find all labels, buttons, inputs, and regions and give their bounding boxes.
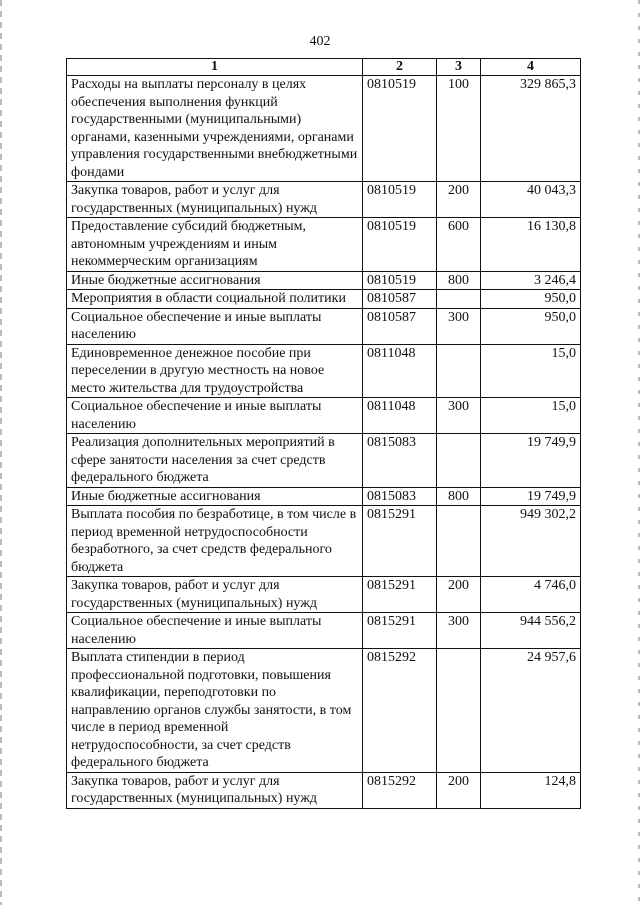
row-type: 300 [437, 613, 481, 649]
table-row [67, 649, 581, 773]
table-row [67, 577, 581, 613]
header-row [67, 59, 581, 76]
row-name: Социальное обеспечение и иные выплаты населению [67, 613, 363, 649]
row-name: Расходы на выплаты персоналу в целях обеспечения выполнения функций государственными (муниципальными) органами, казенными учреждениями, органами управления государственными внебюджетными фондами [67, 76, 363, 182]
row-name: Мероприятия в области социальной политики [67, 290, 363, 309]
row-name: Единовременное денежное пособие при переселении в другую местность на новое место жительства для трудоустройства [67, 344, 363, 398]
row-amount: 15,0 [481, 398, 581, 434]
row-name: Выплата стипендии в период профессиональной подготовки, повышения квалификации, переподготовки по направлению органов службы занятости, в том числе в период временной нетрудоспособности, за счет средств федерального бюджета [67, 649, 363, 773]
row-name: Закупка товаров, работ и услуг для государственных (муниципальных) нужд [67, 182, 363, 218]
header-col-3: 3 [437, 59, 481, 76]
row-code: 0811048 [363, 398, 437, 434]
row-type: 100 [437, 76, 481, 182]
table-row [67, 76, 581, 182]
row-amount: 944 556,2 [481, 613, 581, 649]
row-code: 0815083 [363, 434, 437, 488]
table-row [67, 182, 581, 218]
table-row [67, 398, 581, 434]
row-name: Закупка товаров, работ и услуг для государственных (муниципальных) нужд [67, 577, 363, 613]
table-row [67, 434, 581, 488]
row-name: Реализация дополнительных мероприятий в сфере занятости населения за счет средств федерального бюджета [67, 434, 363, 488]
row-amount: 40 043,3 [481, 182, 581, 218]
row-code: 0810519 [363, 271, 437, 290]
row-code: 0815083 [363, 487, 437, 506]
table-row [67, 308, 581, 344]
table-row [67, 506, 581, 577]
table-row [67, 344, 581, 398]
row-code: 0810519 [363, 218, 437, 272]
row-name: Социальное обеспечение и иные выплаты населению [67, 308, 363, 344]
row-type [437, 649, 481, 773]
header-col-2: 2 [363, 59, 437, 76]
header-col-1: 1 [67, 59, 363, 76]
table-row [67, 772, 581, 808]
row-amount: 16 130,8 [481, 218, 581, 272]
row-type [437, 290, 481, 309]
row-amount: 19 749,9 [481, 487, 581, 506]
table-row [67, 487, 581, 506]
row-amount: 19 749,9 [481, 434, 581, 488]
row-amount: 329 865,3 [481, 76, 581, 182]
row-code: 0811048 [363, 344, 437, 398]
row-name: Закупка товаров, работ и услуг для государственных (муниципальных) нужд [67, 772, 363, 808]
budget-table [66, 58, 581, 809]
row-type: 800 [437, 487, 481, 506]
row-code: 0815291 [363, 577, 437, 613]
header-col-4: 4 [481, 59, 581, 76]
row-type [437, 506, 481, 577]
scan-edge-left [0, 0, 2, 905]
row-amount: 24 957,6 [481, 649, 581, 773]
row-code: 0810587 [363, 308, 437, 344]
table-row [67, 271, 581, 290]
row-code: 0810587 [363, 290, 437, 309]
row-amount: 15,0 [481, 344, 581, 398]
row-code: 0815292 [363, 649, 437, 773]
row-type: 300 [437, 398, 481, 434]
table-row [67, 613, 581, 649]
page-number: 402 [309, 34, 331, 49]
row-code: 0810519 [363, 76, 437, 182]
row-amount: 3 246,4 [481, 271, 581, 290]
row-code: 0815291 [363, 506, 437, 577]
row-name: Иные бюджетные ассигнования [67, 487, 363, 506]
row-type: 200 [437, 577, 481, 613]
row-name: Социальное обеспечение и иные выплаты населению [67, 398, 363, 434]
row-code: 0815292 [363, 772, 437, 808]
row-type: 200 [437, 772, 481, 808]
row-amount: 949 302,2 [481, 506, 581, 577]
row-type [437, 434, 481, 488]
row-type: 300 [437, 308, 481, 344]
table-row [67, 218, 581, 272]
row-amount: 950,0 [481, 290, 581, 309]
row-name: Предоставление субсидий бюджетным, автономным учреждениям и иным некоммерческим организациям [67, 218, 363, 272]
row-amount: 124,8 [481, 772, 581, 808]
table-row [67, 290, 581, 309]
row-name: Иные бюджетные ассигнования [67, 271, 363, 290]
row-code: 0815291 [363, 613, 437, 649]
row-code: 0810519 [363, 182, 437, 218]
row-amount: 950,0 [481, 308, 581, 344]
row-name: Выплата пособия по безработице, в том числе в период временной нетрудоспособности безработного, за счет средств федерального бюджета [67, 506, 363, 577]
row-type [437, 344, 481, 398]
row-type: 200 [437, 182, 481, 218]
row-amount: 4 746,0 [481, 577, 581, 613]
row-type: 600 [437, 218, 481, 272]
row-type: 800 [437, 271, 481, 290]
